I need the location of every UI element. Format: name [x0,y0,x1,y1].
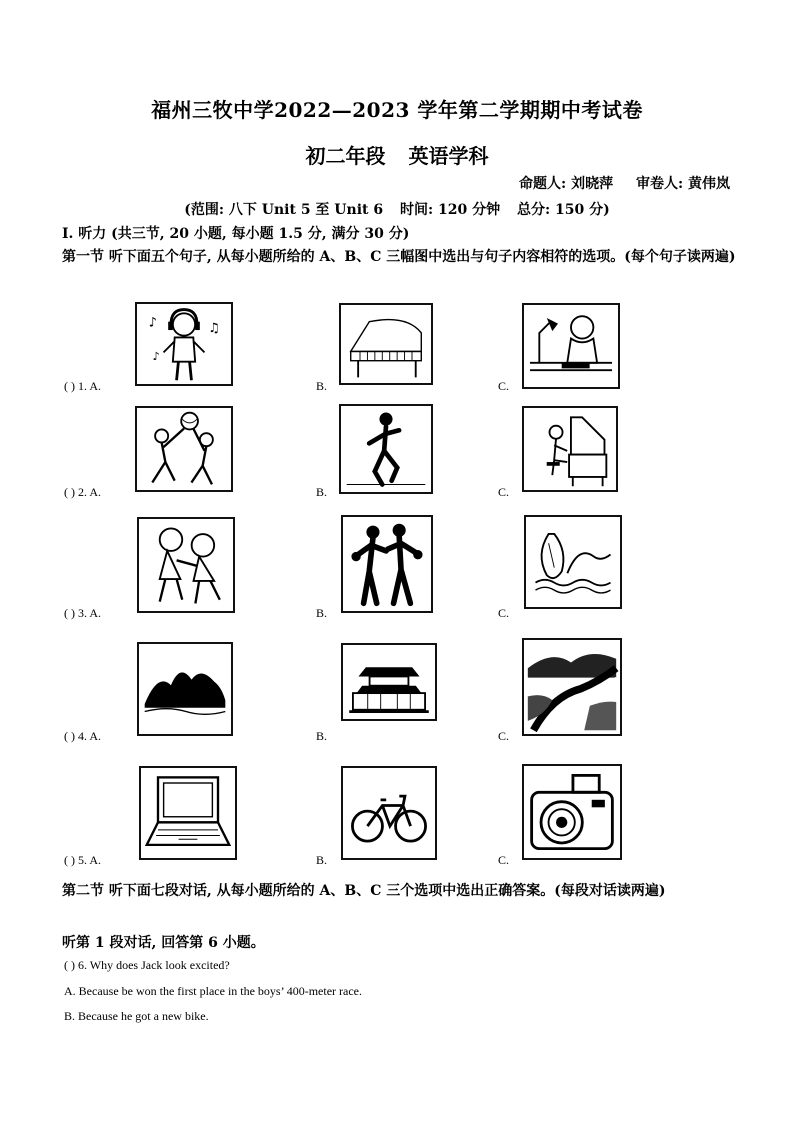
basketball-players-icon [135,406,233,492]
music-listening-boy-icon [135,302,233,386]
piano-icon [339,303,433,385]
kids-dancing-icon [137,517,235,613]
question-2-label: ( ) 2. A. [64,485,101,499]
studying-boy-icon [522,303,620,389]
total-score: 总分: 150 分) [517,202,610,218]
scope-line [0,199,794,219]
svg-text:♫: ♫ [208,320,220,336]
mountain-landscape-icon [137,642,233,736]
cheerleaders-icon [341,515,433,613]
svg-text:♪: ♪ [152,349,160,363]
question-6-stem: ( ) 6. Why does Jack look excited? [64,958,230,972]
question-1-b-label: B. [316,379,328,393]
great-wall-icon [522,638,622,736]
authors-line [519,173,730,193]
question-5-c-label: C. [498,853,510,867]
exam-subtitle [0,140,794,169]
part2-instruction: 第二节 听下面七段对话, 从每小题所给的 A、B、C 三个选项中选出正确答案。(每段对话读两遍) [62,883,666,899]
question-3-label: ( ) 3. A. [64,606,101,620]
question-6-option-b: B. Because he got a new bike. [64,1009,209,1023]
subject-label: 英语学科 [408,144,489,168]
setter-label: 命题人: 刘晓萍 [519,176,614,192]
part1-instruction: 第一节 听下面五个句子, 从每小题所给的 A、B、C 三幅图中选出与句子内容相符的选项。(每个句子读两遍) [62,249,736,265]
question-3-b-label: B. [316,606,328,620]
question-5-b-label: B. [316,853,328,867]
reviewer-label: 审卷人: 黄伟岚 [635,176,730,192]
exam-title: 福州三牧中学2022—2023 学年第二学期期中考试卷 [151,98,643,122]
piano-player-icon [522,406,618,492]
question-4-label: ( ) 4. A. [64,729,101,743]
question-1-label: ( ) 1. A. [64,379,101,393]
question-2-c-label: C. [498,485,510,499]
dialog1-heading: 听第 1 段对话, 回答第 6 小题。 [62,935,265,951]
question-3-c-label: C. [498,606,510,620]
grade-label: 初二年段 [305,144,386,168]
question-6-option-a: A. Because be won the first place in the boys’ 400-meter race. [64,984,362,998]
question-4-c-label: C. [498,729,510,743]
laptop-icon [139,766,237,860]
question-5-label: ( ) 5. A. [64,853,101,867]
scope-range: (范围: 八下 Unit 5 至 Unit 6 [184,202,384,218]
camera-icon [522,764,622,860]
runner-icon [339,404,433,494]
bicycle-icon [341,766,437,860]
swimmer-icon [524,515,622,609]
svg-text:♪: ♪ [148,315,157,331]
section-heading: I. 听力 (共三节, 20 小题, 每小题 1.5 分, 满分 30 分) [62,226,410,242]
time-limit: 时间: 120 分钟 [399,202,501,218]
question-1-c-label: C. [498,379,510,393]
question-2-b-label: B. [316,485,328,499]
question-4-b-label: B. [316,729,328,743]
tiananmen-icon [341,643,437,721]
